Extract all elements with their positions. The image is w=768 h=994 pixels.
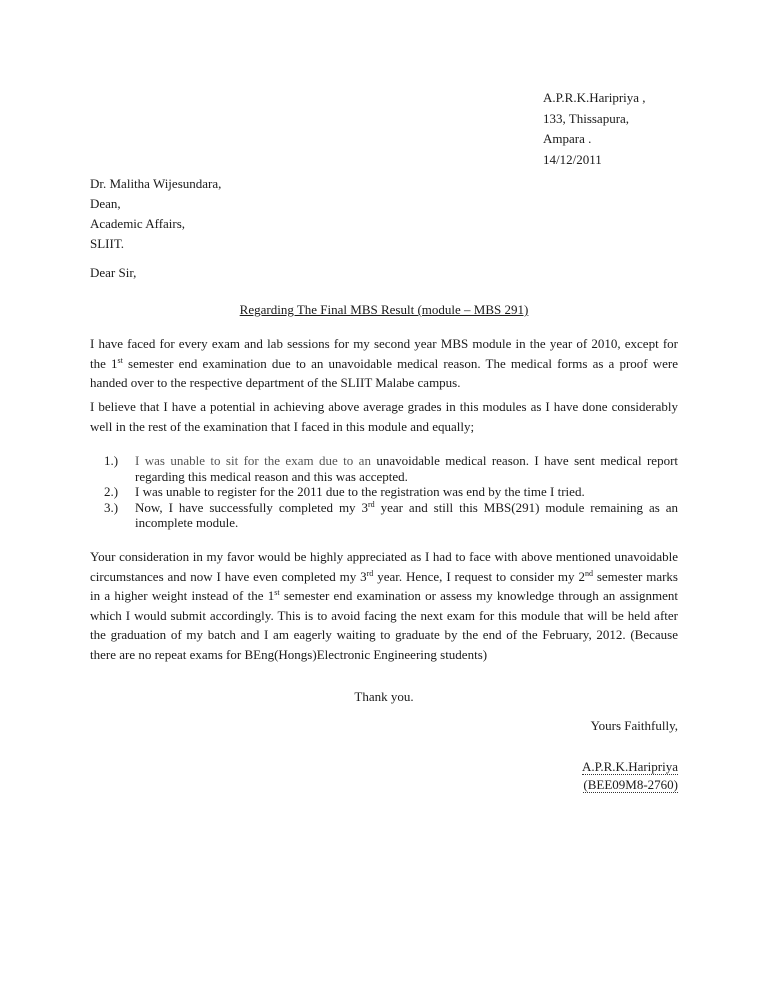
paragraph-1: I have faced for every exam and lab sessions for my second year MBS module in the year of 2010, except for the 1st semester end examination due to an unavoidable medical reason. The medical forms as a proof were handed over to the respective department of the SLIIT Malabe campus. [90,336,679,390]
subject-line: Regarding The Final MBS Result (module – MBS 291) [239,302,529,317]
recipient-department: Academic Affairs, [90,216,186,231]
paragraph-2: I believe that I have a potential in achieving above average grades in this modules as I have done considerably well in the rest of the examination that I faced in this module and equally; [90,399,678,434]
list-item-number: 3.) [104,499,119,515]
sender-address-line2: Ampara . [543,131,592,146]
paragraph-3: Your consideration in my favor would be highly appreciated as I had to face with above mentioned unavoidable circumstances and now I have even completed my 3rd year. Hence, I request to consider my 2nd semester marks in a higher weight instead of the 1st semester end examination or assess my knowledge through an assignment which I would submit accordingly. This is to avoid facing the next exam for this module that will be held after the graduation of my batch and I am eagerly waiting to graduate by the end of the February, 2012. (Because there are no repeat exams for BEng(Hongs)Electronic Engineering students) [90,549,678,662]
student-id: (BEE09M8-2760) [583,777,678,792]
letter-date: 14/12/2011 [543,151,602,167]
reasons-list [90,453,678,531]
recipient-address-block [90,174,221,254]
closing-line: Yours Faithfully, [590,718,678,733]
signature-block [582,758,678,794]
signature-name: A.P.R.K.Haripriya [581,759,678,774]
list-item: 2.) I was unable to register for the 2011 due to the registration was end by the time I tried. [104,484,585,499]
thank-you-line: Thank you. [354,689,414,704]
sender-address-line1: 133, Thissapura, [543,110,630,126]
list-item-number: 1.) [104,453,119,468]
salutation: Dear Sir, [90,265,137,280]
list-item: 3.) Now, I have successfully completed my 3rd year and still this MBS(291) module remaining as an incomplete module. [104,499,678,530]
sender-address-block [543,88,646,170]
sender-name: A.P.R.K.Haripriya , [543,90,646,105]
list-item: 1.) I was unable to sit for the exam due to an unavoidable medical reason. I have sent medical report regarding this medical reason and this was accepted. [104,453,679,484]
recipient-name: Dr. Malitha Wijesundara, [90,176,222,191]
list-item-number: 2.) [104,484,119,499]
recipient-institution: SLIIT. [90,236,125,251]
recipient-title: Dean, [90,196,121,211]
